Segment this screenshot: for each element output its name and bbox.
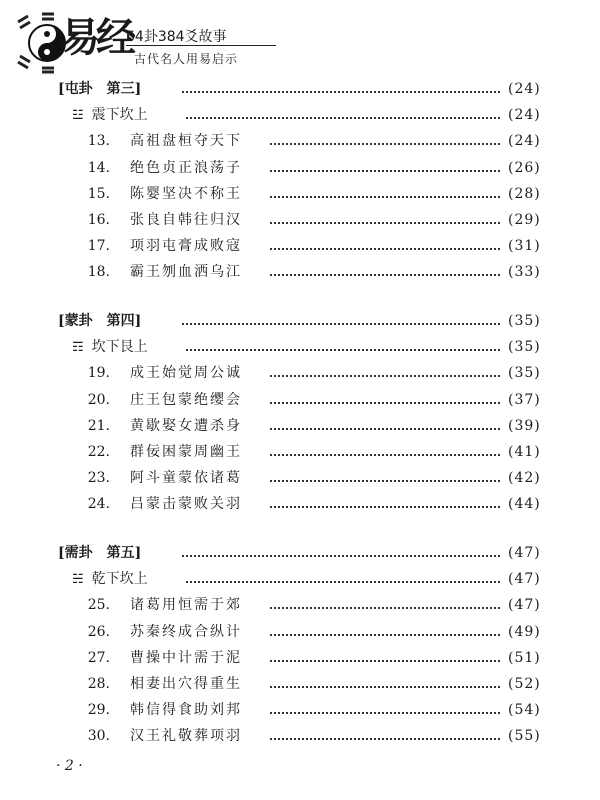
entry-title: 汉王礼敬葬项羽 [130,728,242,745]
toc-entry[interactable] [0,181,600,207]
entry-page-number: (26) [508,159,541,176]
book-header [8,10,308,72]
toc-entry[interactable] [0,645,600,671]
section-page-number: (35) [508,313,541,329]
toc-entry[interactable] [0,128,600,154]
page-number: · 2 · [56,758,83,774]
dot-leader [270,454,500,456]
entry-title: 张良自韩往归汉 [130,212,242,228]
toc-entry[interactable] [0,413,600,439]
dot-leader [270,143,500,145]
entry-number: 15. [87,185,110,202]
section-title: [蒙卦 第四] [58,313,142,329]
entry-page-number: (29) [508,212,541,228]
dot-leader [270,738,500,740]
toc-entry[interactable] [0,592,600,618]
toc-entry[interactable] [0,207,600,233]
dot-leader [270,248,500,250]
entry-number: 25. [87,597,110,614]
dot-leader [186,117,500,119]
book-logo-text: 易经 [60,14,132,61]
hexagram-page-number: (24) [508,107,541,124]
section-title: [屯卦 第三] [58,81,142,97]
hexagram-lead [72,566,148,593]
section-title: [需卦 第五] [58,545,142,561]
entry-page-number: (49) [508,623,541,640]
dot-leader [270,196,500,198]
entry-title: 绝色贞正浪荡子 [130,159,242,176]
entry-page-number: (37) [508,391,541,408]
entry-title: 阿斗童蒙依诸葛 [130,470,242,487]
entry-title: 高祖盘桓夺天下 [130,133,242,150]
entry-number: 30. [87,728,110,745]
entry-title: 霸王刎血洒乌江 [130,264,242,281]
section-page-number: (47) [508,545,541,561]
section-page-number: (24) [508,81,541,97]
entry-title: 诸葛用恒需于郊 [130,597,242,614]
toc-entry[interactable] [0,491,600,517]
hexagram-page-number: (35) [508,339,541,356]
dot-leader [270,274,500,276]
dot-leader [182,323,500,325]
entry-number: 24. [87,496,110,513]
toc-hexagram-entry[interactable] [0,102,600,128]
dot-leader [270,686,500,688]
dot-leader [270,428,500,430]
entry-number: 17. [87,238,110,255]
entry-page-number: (24) [508,133,541,150]
book-tagline: 古代名人用易启示 [134,52,239,66]
toc-section-heading[interactable] [0,76,600,102]
entry-title: 相妻出穴得重生 [130,676,242,692]
entry-title: 陈婴坚决不称王 [130,185,242,202]
dot-leader [270,480,500,482]
dot-leader [270,375,500,377]
entry-number: 16. [87,212,110,228]
entry-number: 18. [87,264,110,281]
entry-title: 庄王包蒙绝缨会 [130,391,242,408]
header-rule [126,45,276,46]
dot-leader [270,607,500,609]
hexagram-symbol-icon: ☵ [72,572,84,588]
entry-number: 13. [87,133,110,150]
entry-number: 14. [87,159,110,176]
entry-page-number: (47) [508,597,541,614]
dot-leader [186,349,500,351]
toc-entry[interactable] [0,387,600,413]
toc-entry[interactable] [0,723,600,749]
entry-page-number: (55) [508,728,541,745]
entry-title: 成王始觉周公诚 [130,365,242,382]
toc-hexagram-entry[interactable] [0,334,600,360]
entry-page-number: (42) [508,470,541,487]
entry-title: 黄歇娶女遭杀身 [130,417,242,434]
dot-leader [270,170,500,172]
toc-entry[interactable] [0,619,600,645]
entry-page-number: (51) [508,649,541,666]
dot-leader [270,660,500,662]
entry-number: 21. [87,417,110,434]
entry-page-number: (41) [508,444,541,460]
toc-hexagram-entry[interactable] [0,566,600,592]
entry-title: 吕蒙击蒙败关羽 [130,496,242,513]
entry-title: 曹操中计需于泥 [130,649,242,666]
entry-title: 项羽屯膏成败寇 [130,238,242,255]
hexagram-label: 乾下坎上 [91,571,148,588]
entry-number: 22. [87,444,110,460]
entry-page-number: (35) [508,365,541,382]
entry-page-number: (33) [508,264,541,281]
dot-leader [182,555,500,557]
toc-entry[interactable] [0,671,600,697]
toc-entry[interactable] [0,465,600,491]
dot-leader [270,712,500,714]
hexagram-symbol-icon: ☶ [72,340,84,356]
hexagram-label: 震下坎上 [91,107,148,124]
dot-leader [270,222,500,224]
toc-section-heading[interactable] [0,540,600,566]
entry-page-number: (52) [508,676,541,692]
entry-title: 苏秦终成合纵计 [130,623,242,640]
entry-number: 26. [87,623,110,640]
toc-entry[interactable] [0,155,600,181]
entry-page-number: (28) [508,185,541,202]
hexagram-symbol-icon: ☳ [72,108,84,124]
entry-page-number: (44) [508,496,541,513]
entry-page-number: (39) [508,417,541,434]
dot-leader [182,91,500,93]
entry-number: 29. [87,702,110,719]
entry-number: 28. [87,676,110,692]
dot-leader [270,402,500,404]
toc-entry[interactable] [0,259,600,285]
hexagram-lead [72,102,148,129]
toc-section-heading[interactable] [0,308,600,334]
hexagram-lead [72,334,148,361]
dot-leader [186,581,500,583]
toc-entry[interactable] [0,439,600,465]
entry-number: 19. [87,365,110,382]
toc-entry[interactable] [0,233,600,259]
entry-title: 韩信得食助刘邦 [130,702,242,719]
entry-number: 23. [87,470,110,487]
toc-entry[interactable] [0,697,600,723]
entry-page-number: (31) [508,238,541,255]
entry-title: 群佞困蒙周幽王 [130,444,242,460]
entry-number: 20. [87,391,110,408]
entry-page-number: (54) [508,702,541,719]
hexagram-page-number: (47) [508,571,541,588]
dot-leader [270,634,500,636]
book-subtitle: 64卦384爻故事 [126,29,227,45]
dot-leader [270,506,500,508]
hexagram-label: 坎下艮上 [91,339,148,356]
toc-entry[interactable] [0,360,600,386]
entry-number: 27. [87,649,110,666]
